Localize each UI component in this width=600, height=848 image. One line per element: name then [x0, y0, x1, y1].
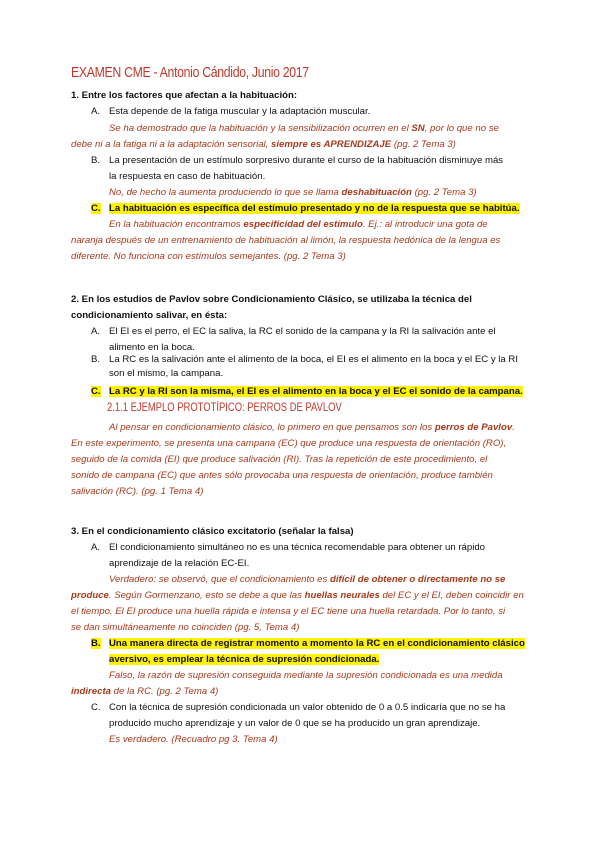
- q2-option-a-text-line1: El EI es el perro, el EC la saliva, la RC el sonido de la campana y la RI la salivación ante el: [109, 326, 496, 337]
- q3-option-a-explanation-line4: se dan simultáneamente no coinciden (pg. 5, Tema 4): [71, 622, 300, 633]
- q1-option-b-explanation: No, de hecho la aumenta produciendo lo que se llama deshabituación (pg. 2 Tema 3): [109, 187, 477, 198]
- q2-explanation-line5: salivación (RC). (pg. 1 Tema 4): [71, 486, 204, 497]
- q1-option-c-text: La habituación es específica del estímulo presentado y no de la respuesta que se habitúa.: [109, 203, 520, 214]
- q3-option-b-text-line2: aversivo, es emplear la técnica de supresión condicionada.: [109, 654, 380, 665]
- q3-option-c-explanation: Es verdadero. (Recuadro pg 3. Tema 4): [109, 734, 278, 745]
- q2-option-c-letter: C.: [91, 386, 101, 397]
- q1-option-b-text-line2: la respuesta en caso de habituación.: [109, 171, 266, 182]
- q2-option-a-text-line2: alimento en la boca.: [109, 342, 195, 353]
- q3-option-a-text-line1: El condicionamiento simultáneo no es una técnica recomendable para obtener un rápido: [109, 542, 485, 553]
- q2-option-b-text-line1: La RC es la salivación ante el alimento de la boca, el EI es el alimento en la boca y el EC y la RI: [109, 354, 519, 365]
- q2-explanation-line4: sonido de campana (EC) que antes sólo provocaba una respuesta de orientación, produce también: [71, 470, 493, 481]
- document-title: EXAMEN CME - Antonio Cándido, Junio 2017: [71, 64, 309, 81]
- q1-option-a-text: Esta depende de la fatiga muscular y la adaptación muscular.: [109, 106, 371, 117]
- q1-option-b-text-line1: La presentación de un estímulo sorpresivo durante el curso de la habituación disminuye más: [109, 155, 504, 166]
- q2-explanation-line3: seguido de la comida (EI) que produce salivación (RI). Tras la repetición de este procedimiento, el: [71, 454, 488, 465]
- q2-option-c-text: La RC y la RI son la misma, el EI es el alimento en la boca y el EC el sonido de la campana.: [109, 386, 523, 397]
- q3-option-b-text-line1: Una manera directa de registrar momento a momento la RC en el condicionamiento clásico: [109, 638, 525, 649]
- q3-option-a-text-line2: aprendizaje de la relación EC-EI.: [109, 558, 250, 569]
- question-2-line2: condicionamiento salivar, en ésta:: [71, 310, 228, 321]
- q3-option-a-letter: A.: [91, 542, 101, 553]
- q3-option-a-explanation-line1: Verdadero: se observó, que el condicionamiento es difícil de obtener o directamente no se: [109, 574, 506, 585]
- q1-option-c-explanation-line1: En la habituación encontramos especificidad del estímulo. Ej.: al introducir una gota de: [109, 219, 488, 230]
- q3-option-c-text-line2: producido mucho aprendizaje y un valor de 0 que se ha producido un gran aprendizaje.: [109, 718, 481, 729]
- q3-option-c-text-line1: Con la técnica de supresión condicionada un valor obtenido de 0 a 0.5 indicaría que no se ha: [109, 702, 506, 713]
- q3-option-b-letter: B.: [91, 638, 101, 649]
- question-3: 3. En el condicionamiento clásico excitatorio (señalar la falsa): [71, 526, 354, 537]
- q1-option-a-explanation-line1: Se ha demostrado que la habituación y la sensibilización ocurren en el SN, por lo que no se: [109, 123, 499, 134]
- q3-option-a-explanation-line3: el tiempo. El EI produce una huella rápida e intensa y el EC tiene una huella retardada. Por lo tanto, si: [71, 606, 506, 617]
- q1-option-a-explanation-line2: debe ni a la fatiga ni a la adaptación sensorial, siempre es APRENDIZAJE (pg. 2 Tema 3): [71, 139, 456, 150]
- q1-option-a-letter: A.: [91, 106, 101, 117]
- q3-option-b-explanation-line1: Falso, la razón de supresión conseguida mediante la supresión condicionada es una medida: [109, 670, 503, 681]
- q2-subheading: 2.1.1 EJEMPLO PROTOTÍPICO: PERROS DE PAVLOV: [107, 402, 342, 414]
- question-2-line1: 2. En los estudios de Pavlov sobre Condicionamiento Clásico, se utilizaba la técnica del: [71, 294, 472, 305]
- q3-option-c-letter: C.: [91, 702, 101, 713]
- q2-option-b-text-line2: son el mismo, la campana.: [109, 368, 224, 379]
- q2-explanation-line2: En este experimento, se presenta una campana (EC) que produce una respuesta de orientación (RO),: [71, 438, 507, 449]
- q1-option-c-letter: C.: [91, 203, 101, 214]
- q2-option-a-letter: A.: [91, 326, 101, 337]
- q2-option-b-letter: B.: [91, 354, 101, 365]
- q1-option-c-explanation-line2: naranja después de un entrenamiento de habituación al limón, la respuesta hedónica de la lengua es: [71, 235, 501, 246]
- question-1: 1. Entre los factores que afectan a la habituación:: [71, 90, 298, 101]
- q3-option-a-explanation-line2: produce. Según Gormenzano, esto se debe a que las huellas neurales del EC y el EI, deben coincidir en: [71, 590, 524, 601]
- q2-explanation-line1: Al pensar en condicionamiento clásico, lo primero en que pensamos son los perros de Pavlov.: [109, 422, 515, 433]
- q1-option-b-letter: B.: [91, 155, 101, 166]
- q1-option-c-explanation-line3: diferente. No funciona con estímulos semejantes. (pg. 2 Tema 3): [71, 251, 346, 262]
- q3-option-b-explanation-line2: indirecta de la RC. (pg. 2 Tema 4): [71, 686, 219, 697]
